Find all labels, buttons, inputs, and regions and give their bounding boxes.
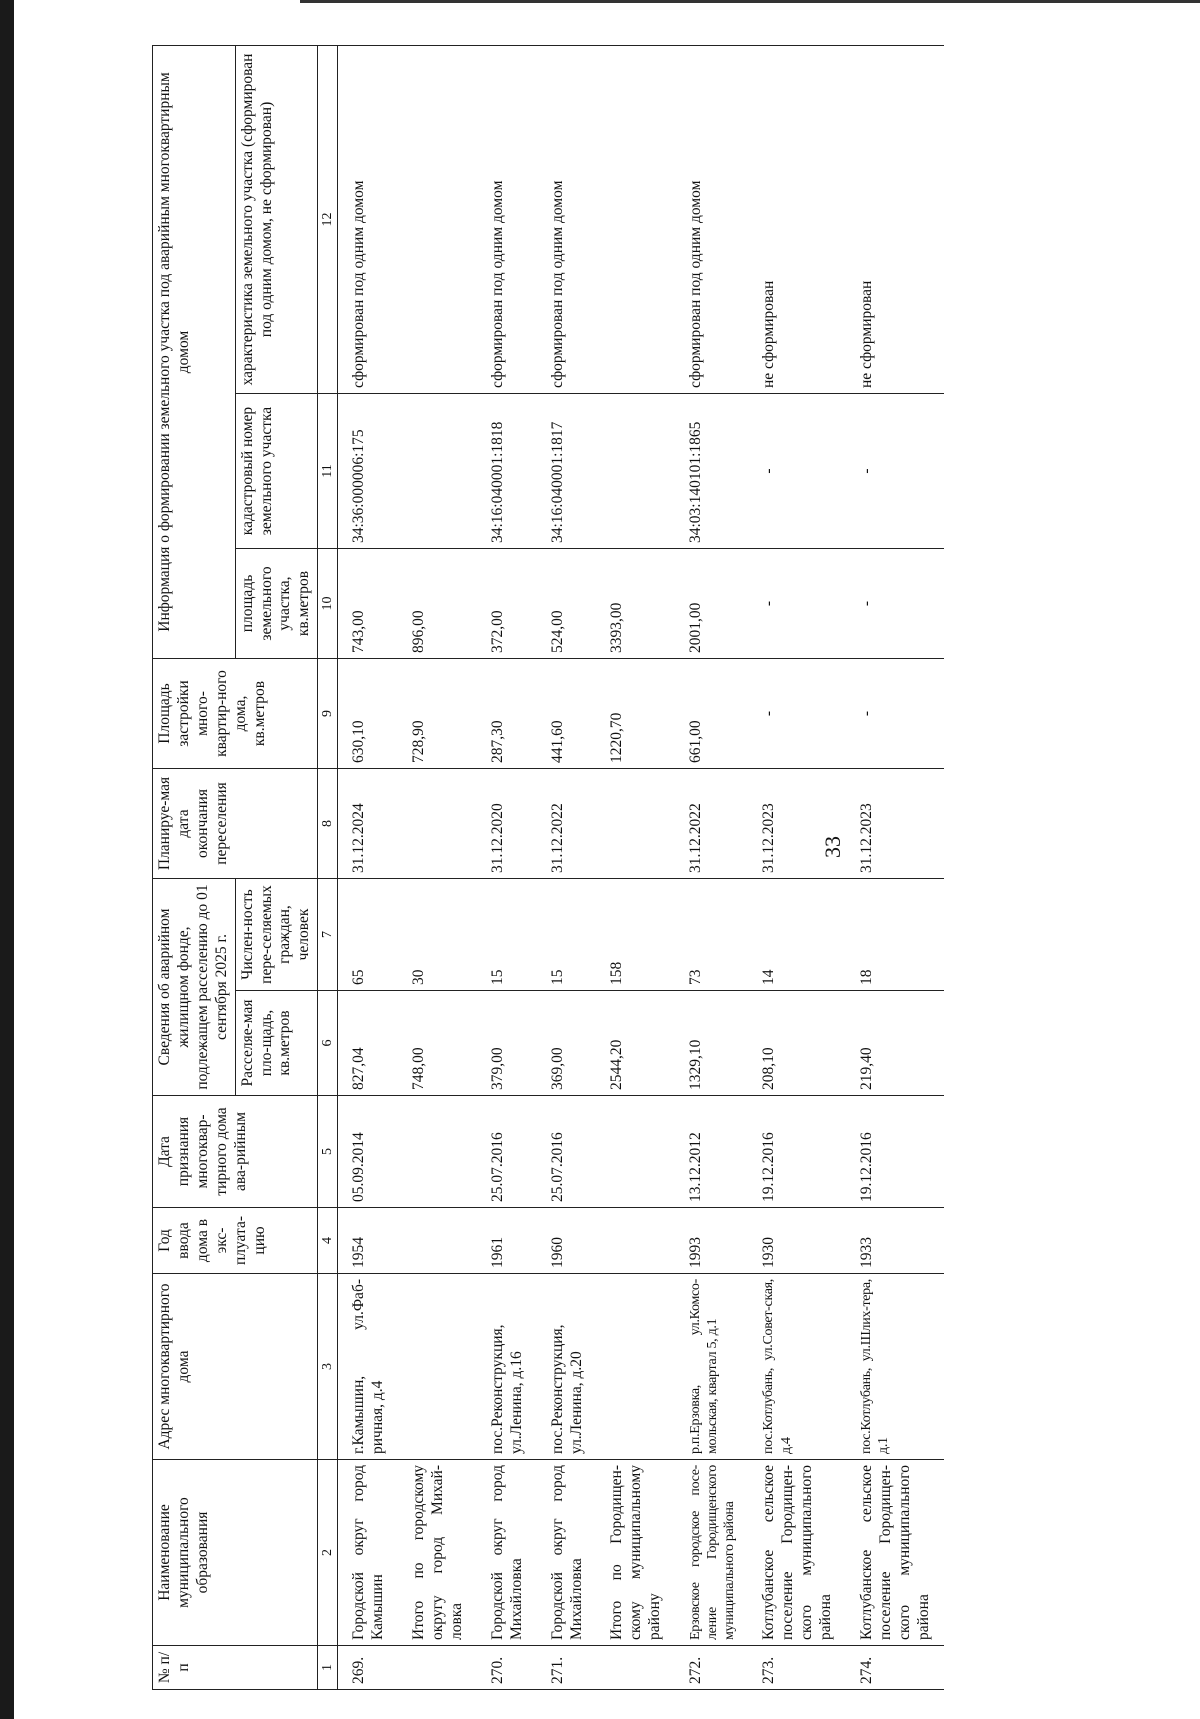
column-number: 8 xyxy=(318,769,338,879)
header-land-area: площадь земельного участка, кв.метров xyxy=(235,549,318,659)
header-number: № п/п xyxy=(153,1646,318,1690)
cell-municipality: Ерзовское городское посе-ление Городищенского муниципального района xyxy=(675,1460,748,1646)
cell-number: 271. xyxy=(537,1646,597,1690)
cell-address xyxy=(398,1274,477,1460)
cell-building-area: 728,90 xyxy=(398,659,477,769)
table-row xyxy=(596,45,675,1689)
cell-people: 14 xyxy=(748,879,846,991)
cell-resettle-area: 827,04 xyxy=(338,991,398,1096)
cell-recognition-date: 25.07.2016 xyxy=(477,1096,537,1208)
cell-building-area: - xyxy=(846,659,944,769)
cell-year: 1930 xyxy=(748,1208,846,1274)
cell-resettle-area: 379,00 xyxy=(477,991,537,1096)
table-row xyxy=(537,45,597,1689)
cell-people: 18 xyxy=(846,879,944,991)
page-number: 33 xyxy=(820,836,845,858)
cell-cadastral: 34:16:040001:1817 xyxy=(537,394,597,549)
header-cadastral: кадастровый номер земельного участка xyxy=(235,394,318,549)
cell-address: р.п.Ерзовка, ул.Комсо-мольская, квартал 5, д.1 xyxy=(675,1274,748,1460)
emergency-housing-table xyxy=(152,45,944,1690)
cell-cadastral: - xyxy=(748,394,846,549)
table-row xyxy=(748,45,846,1689)
cell-recognition-date: 25.07.2016 xyxy=(537,1096,597,1208)
cell-address: пос.Реконструкция, ул.Ленина, д.20 xyxy=(537,1274,597,1460)
table-header xyxy=(153,45,338,1689)
cell-number: 274. xyxy=(846,1646,944,1690)
cell-land-area: 896,00 xyxy=(398,549,477,659)
cell-characteristic xyxy=(398,45,477,393)
scan-edge-left xyxy=(0,0,14,1719)
cell-year: 1933 xyxy=(846,1208,944,1274)
cell-resettle-area: 748,00 xyxy=(398,991,477,1096)
cell-people: 15 xyxy=(537,879,597,991)
cell-year: 1954 xyxy=(338,1208,398,1274)
cell-characteristic xyxy=(596,45,675,393)
cell-number xyxy=(596,1646,675,1690)
cell-planned-date: 31.12.2023 xyxy=(748,769,846,879)
cell-building-area: 630,10 xyxy=(338,659,398,769)
column-number: 5 xyxy=(318,1096,338,1208)
cell-year: 1960 xyxy=(537,1208,597,1274)
cell-building-area: - xyxy=(748,659,846,769)
cell-cadastral: 34:36:000006:175 xyxy=(338,394,398,549)
header-resettle-area: Расселяе-мая пло-щадь, кв.метров xyxy=(235,991,318,1096)
cell-planned-date: 31.12.2020 xyxy=(477,769,537,879)
cell-address: пос.Котлубань, ул.Совет-ская, д.4 xyxy=(748,1274,846,1460)
cell-number: 270. xyxy=(477,1646,537,1690)
cell-resettle-area: 208,10 xyxy=(748,991,846,1096)
cell-people: 73 xyxy=(675,879,748,991)
cell-year: 1993 xyxy=(675,1208,748,1274)
cell-resettle-area: 1329,10 xyxy=(675,991,748,1096)
cell-municipality: Итого по Городищен-скому муниципальному району xyxy=(596,1460,675,1646)
cell-recognition-date xyxy=(596,1096,675,1208)
cell-address: пос.Реконструкция, ул.Ленина, д.16 xyxy=(477,1274,537,1460)
column-number: 2 xyxy=(318,1460,338,1646)
cell-cadastral: 34:16:040001:1818 xyxy=(477,394,537,549)
cell-land-area: 372,00 xyxy=(477,549,537,659)
cell-cadastral: 34:03:140101:1865 xyxy=(675,394,748,549)
header-people: Числен-ность пере-селяемых граждан, человек xyxy=(235,879,318,991)
scan-edge-top xyxy=(300,0,1200,3)
cell-characteristic: не сформирован xyxy=(748,45,846,393)
cell-characteristic: сформирован под одним домом xyxy=(338,45,398,393)
cell-building-area: 661,00 xyxy=(675,659,748,769)
table-row xyxy=(398,45,477,1689)
column-number: 7 xyxy=(318,879,338,991)
cell-people: 30 xyxy=(398,879,477,991)
column-number: 6 xyxy=(318,991,338,1096)
cell-address xyxy=(596,1274,675,1460)
header-column-numbers xyxy=(318,45,338,1689)
cell-number xyxy=(398,1646,477,1690)
column-number: 4 xyxy=(318,1208,338,1274)
cell-building-area: 287,30 xyxy=(477,659,537,769)
cell-characteristic: сформирован под одним домом xyxy=(537,45,597,393)
header-recognition-date: Дата признания многоквар-тирного дома ава-рийным xyxy=(153,1096,318,1208)
cell-resettle-area: 2544,20 xyxy=(596,991,675,1096)
cell-year xyxy=(398,1208,477,1274)
cell-people: 15 xyxy=(477,879,537,991)
header-building-area: Площадь застройки много-квартир-ного дома, кв.метров xyxy=(153,659,318,769)
cell-year xyxy=(596,1208,675,1274)
table-body xyxy=(338,45,944,1689)
header-municipality: Наименование муниципального образования xyxy=(153,1460,318,1646)
cell-cadastral: - xyxy=(846,394,944,549)
cell-resettle-area: 369,00 xyxy=(537,991,597,1096)
cell-year: 1961 xyxy=(477,1208,537,1274)
header-planned-date: Планируе-мая дата окончания переселения xyxy=(153,769,318,879)
cell-address: пос.Котлубань, ул.Шлих-тера, д.1 xyxy=(846,1274,944,1460)
cell-characteristic: сформирован под одним домом xyxy=(675,45,748,393)
cell-municipality: Городской округ город Камышин xyxy=(338,1460,398,1646)
column-number: 10 xyxy=(318,549,338,659)
cell-land-area: 743,00 xyxy=(338,549,398,659)
cell-people: 158 xyxy=(596,879,675,991)
cell-land-area: 524,00 xyxy=(537,549,597,659)
cell-planned-date: 31.12.2023 xyxy=(846,769,944,879)
cell-land-area: - xyxy=(846,549,944,659)
cell-planned-date: 31.12.2022 xyxy=(675,769,748,879)
cell-planned-date xyxy=(398,769,477,879)
cell-municipality: Котлубанское сельское поселение Городищен-ского муниципального района xyxy=(748,1460,846,1646)
header-group-emergency-fund: Сведения об аварийном жилищном фонде, подлежащем расселению до 01 сентября 2025 г. xyxy=(153,879,236,1096)
cell-municipality: Котлубанское сельское поселение Городищен-ского муниципального района xyxy=(846,1460,944,1646)
table-row xyxy=(338,45,398,1689)
cell-cadastral xyxy=(596,394,675,549)
cell-building-area: 441,60 xyxy=(537,659,597,769)
header-year: Год ввода дома в экс-плуата-цию xyxy=(153,1208,318,1274)
cell-recognition-date: 13.12.2012 xyxy=(675,1096,748,1208)
header-address: Адрес многоквартирного дома xyxy=(153,1274,318,1460)
cell-number: 273. xyxy=(748,1646,846,1690)
cell-characteristic: сформирован под одним домом xyxy=(477,45,537,393)
cell-land-area: 3393,00 xyxy=(596,549,675,659)
table-row xyxy=(477,45,537,1689)
cell-people: 65 xyxy=(338,879,398,991)
column-number: 12 xyxy=(318,45,338,393)
cell-recognition-date: 19.12.2016 xyxy=(846,1096,944,1208)
cell-number: 272. xyxy=(675,1646,748,1690)
cell-address: г.Камышин, ул.Фаб-ричная, д.4 xyxy=(338,1274,398,1460)
column-number: 9 xyxy=(318,659,338,769)
cell-recognition-date xyxy=(398,1096,477,1208)
cell-land-area: 2001,00 xyxy=(675,549,748,659)
cell-planned-date: 31.12.2024 xyxy=(338,769,398,879)
cell-municipality: Городской округ город Михайловка xyxy=(537,1460,597,1646)
cell-recognition-date: 05.09.2014 xyxy=(338,1096,398,1208)
cell-building-area: 1220,70 xyxy=(596,659,675,769)
cell-resettle-area: 219,40 xyxy=(846,991,944,1096)
cell-land-area: - xyxy=(748,549,846,659)
header-characteristic: характеристика земельного участка (сформирован под одним домом, не сформирован) xyxy=(235,45,318,393)
column-number: 1 xyxy=(318,1646,338,1690)
cell-characteristic: не сформирован xyxy=(846,45,944,393)
cell-recognition-date: 19.12.2016 xyxy=(748,1096,846,1208)
table-row xyxy=(846,45,944,1689)
header-group-land-plot: Информация о формировании земельного участка под аварийным многоквартирным домом xyxy=(153,45,236,658)
cell-number: 269. xyxy=(338,1646,398,1690)
rotated-table-sheet xyxy=(152,46,944,1690)
table-row xyxy=(675,45,748,1689)
cell-municipality: Итого по городскому округу город Михай-ловка xyxy=(398,1460,477,1646)
column-number: 11 xyxy=(318,394,338,549)
cell-municipality: Городской округ город Михайловка xyxy=(477,1460,537,1646)
cell-cadastral xyxy=(398,394,477,549)
cell-planned-date xyxy=(596,769,675,879)
cell-planned-date: 31.12.2022 xyxy=(537,769,597,879)
column-number: 3 xyxy=(318,1274,338,1460)
